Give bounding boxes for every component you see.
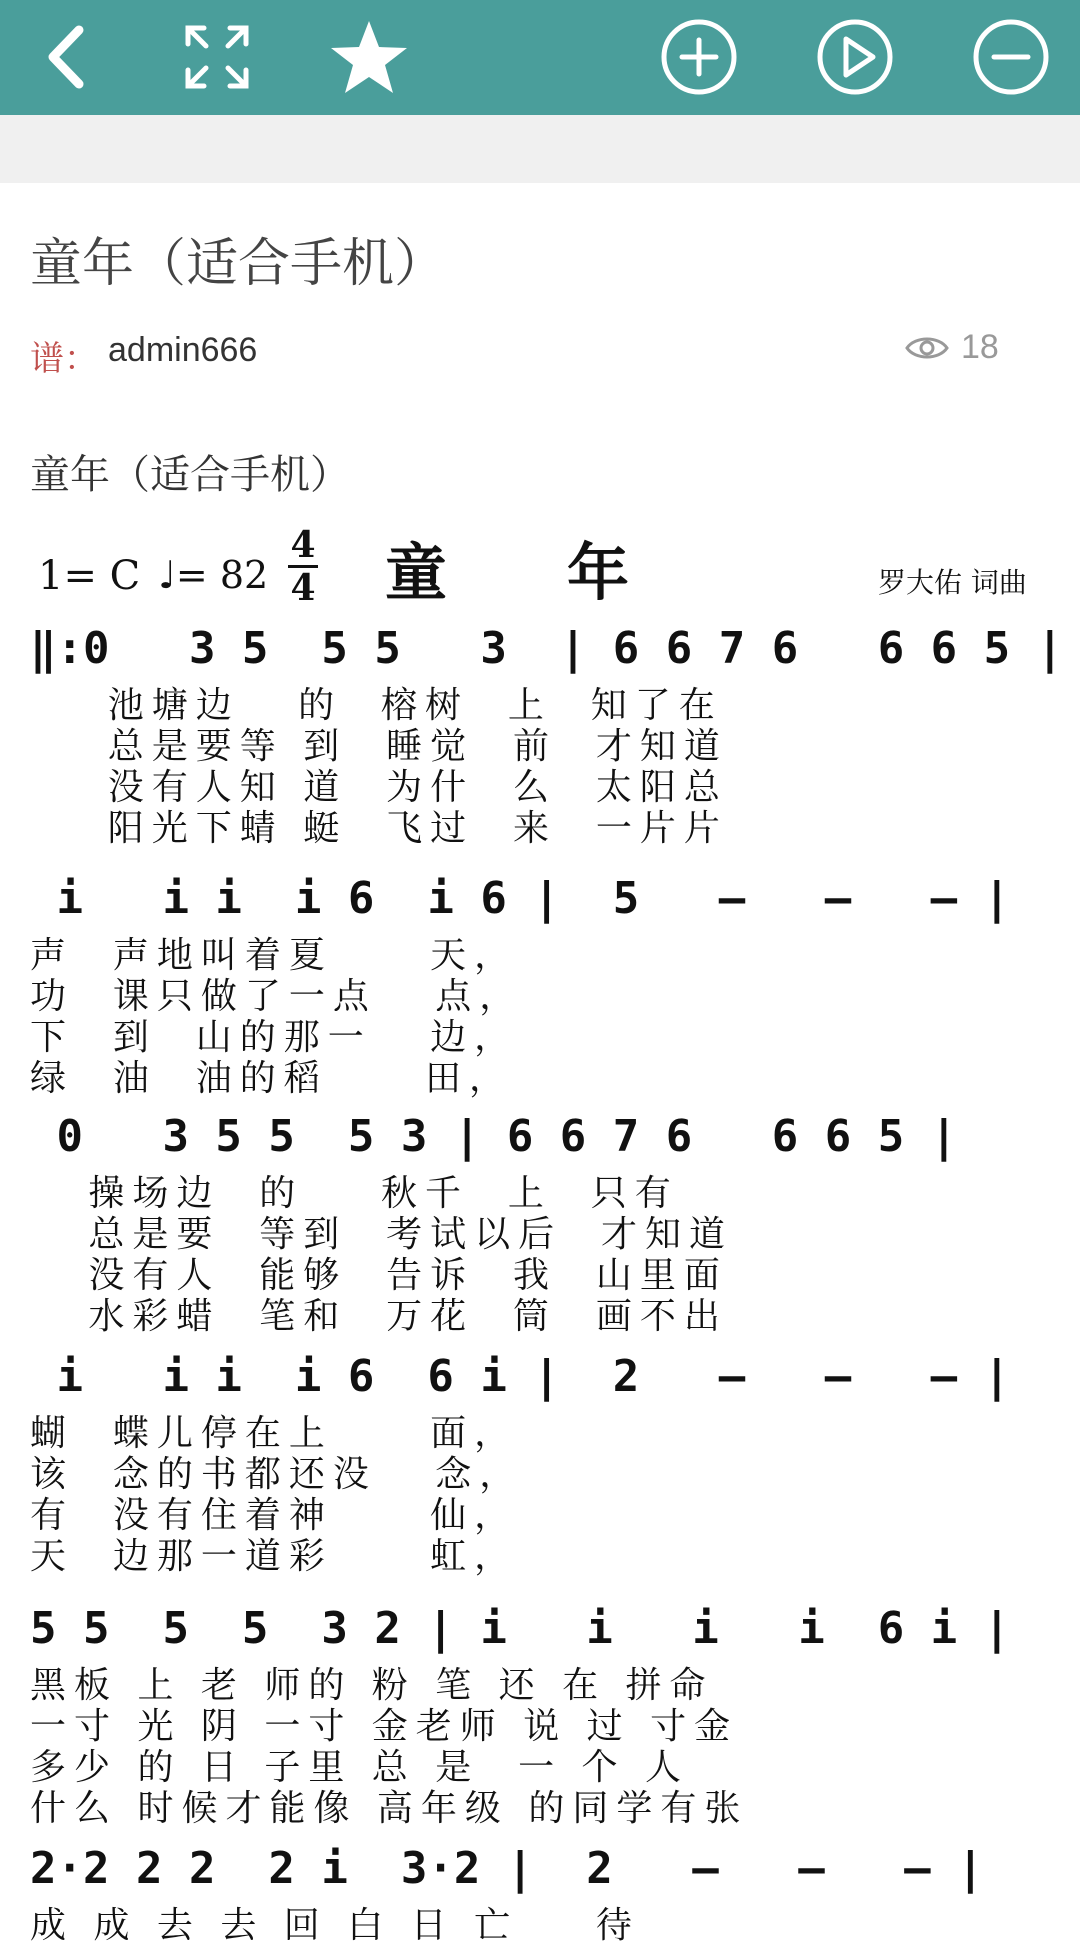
lyric-line: 绿 油 油的稻 田， xyxy=(30,1058,513,1099)
notation-line: i i i i 6 i 6 | 5 — — — | xyxy=(30,873,1011,924)
lyric-line: 黑板 上 老 师的 粉 笔 还 在 拼命 xyxy=(30,1665,714,1706)
sheet-music-image xyxy=(30,513,1064,1946)
notation-line: i i i i 6 6 i | 2 — — — | xyxy=(30,1351,1011,1402)
play-button[interactable] xyxy=(812,14,898,100)
lyric-line: 有 没有住着神 仙， xyxy=(30,1495,519,1536)
zoom-in-button[interactable] xyxy=(656,14,742,100)
zoom-out-icon xyxy=(972,18,1050,96)
time-bottom: 4 xyxy=(290,567,316,609)
lyric-line: 天 边那一道彩 虹， xyxy=(30,1536,519,1577)
author-name[interactable]: admin666 xyxy=(108,331,258,369)
time-top: 4 xyxy=(290,524,316,566)
lyric-line: 功 课只做了一点 点， xyxy=(30,976,524,1017)
lyric-line: 多少 的 日 子里 总 是 一 个 人 xyxy=(30,1747,689,1788)
lyric-line: 没有人知 道 为什 么 太阳总 xyxy=(30,767,728,808)
star-icon xyxy=(329,19,409,95)
lyric-line: 声 声地叫着夏 天， xyxy=(30,935,519,976)
lyric-line: 没有人 能够 告诉 我 山里面 xyxy=(30,1255,728,1296)
page-title: 童年（适合手机） xyxy=(30,234,447,294)
time-signature xyxy=(288,525,318,608)
back-icon xyxy=(35,22,95,92)
view-count xyxy=(905,328,999,367)
fullscreen-icon xyxy=(184,24,250,90)
zoom-in-icon xyxy=(660,18,738,96)
notation-line: 5 5 5 5 3 2 | i i i i 6 i | xyxy=(30,1603,1011,1654)
top-toolbar xyxy=(0,0,1080,115)
lyric-line: 操场边 的 秋千 上 只有 xyxy=(30,1173,679,1214)
author-label: 谱： xyxy=(30,339,98,379)
lyric-line: 蝴 蝶儿停在上 面， xyxy=(30,1413,519,1454)
zoom-out-button[interactable] xyxy=(968,14,1054,100)
notation-line: 0 3 5 5 5 3 | 6 6 7 6 6 6 5 | xyxy=(30,1111,958,1162)
back-button[interactable] xyxy=(22,14,108,100)
lyric-line: 下 到 山的那一 边， xyxy=(30,1017,519,1058)
score-row xyxy=(30,1603,1050,1829)
lyric-line: 一寸 光 阴 一寸 金老师 说 过 寸金 xyxy=(30,1706,739,1747)
score-row xyxy=(30,1843,1050,1946)
eye-icon xyxy=(905,333,949,363)
lyric-line: 池塘边 的 榕树 上 知了在 xyxy=(30,685,723,726)
score-row xyxy=(30,873,1050,1099)
tempo-mark: ♩= 82 xyxy=(158,553,269,597)
composer-credit: 罗大佑 词曲 xyxy=(878,566,1027,599)
notation-line: 2·2 2 2 2 i 3·2 | 2 — — — | xyxy=(30,1843,984,1894)
score-row xyxy=(30,1351,1050,1577)
lyric-line: 水彩蜡 笔和 万花 筒 画不出 xyxy=(30,1296,728,1337)
score-subtitle: 童年（适合手机） xyxy=(30,452,350,498)
score-content xyxy=(0,183,1080,1946)
separator-band xyxy=(0,115,1080,183)
lyric-line: 成 成 去 去 回 白 日 亡 待 xyxy=(30,1905,640,1946)
lyric-line: 总是要 等到 考试以后 才知道 xyxy=(30,1214,733,1255)
score-row xyxy=(30,1111,1050,1337)
lyric-line: 什么 时候才能像 高年级 的同学有张 xyxy=(30,1788,749,1829)
play-icon xyxy=(816,18,894,96)
lyric-line: 总是要等 到 睡觉 前 才知道 xyxy=(30,726,728,767)
song-title: 童年 xyxy=(385,536,750,609)
favorite-button[interactable] xyxy=(326,14,412,100)
score-row xyxy=(30,623,1064,849)
key-signature: 1= C xyxy=(38,553,141,599)
notation-line: ‖:0 3 5 5 5 3 | 6 6 7 6 6 6 5 | xyxy=(30,623,1064,674)
lyric-line: 阳光下蜻 蜓 飞过 来 一片片 xyxy=(30,808,728,849)
view-count-value: 18 xyxy=(961,328,999,366)
lyric-line: 该 念的书都还没 念， xyxy=(30,1454,524,1495)
fullscreen-button[interactable] xyxy=(174,14,260,100)
